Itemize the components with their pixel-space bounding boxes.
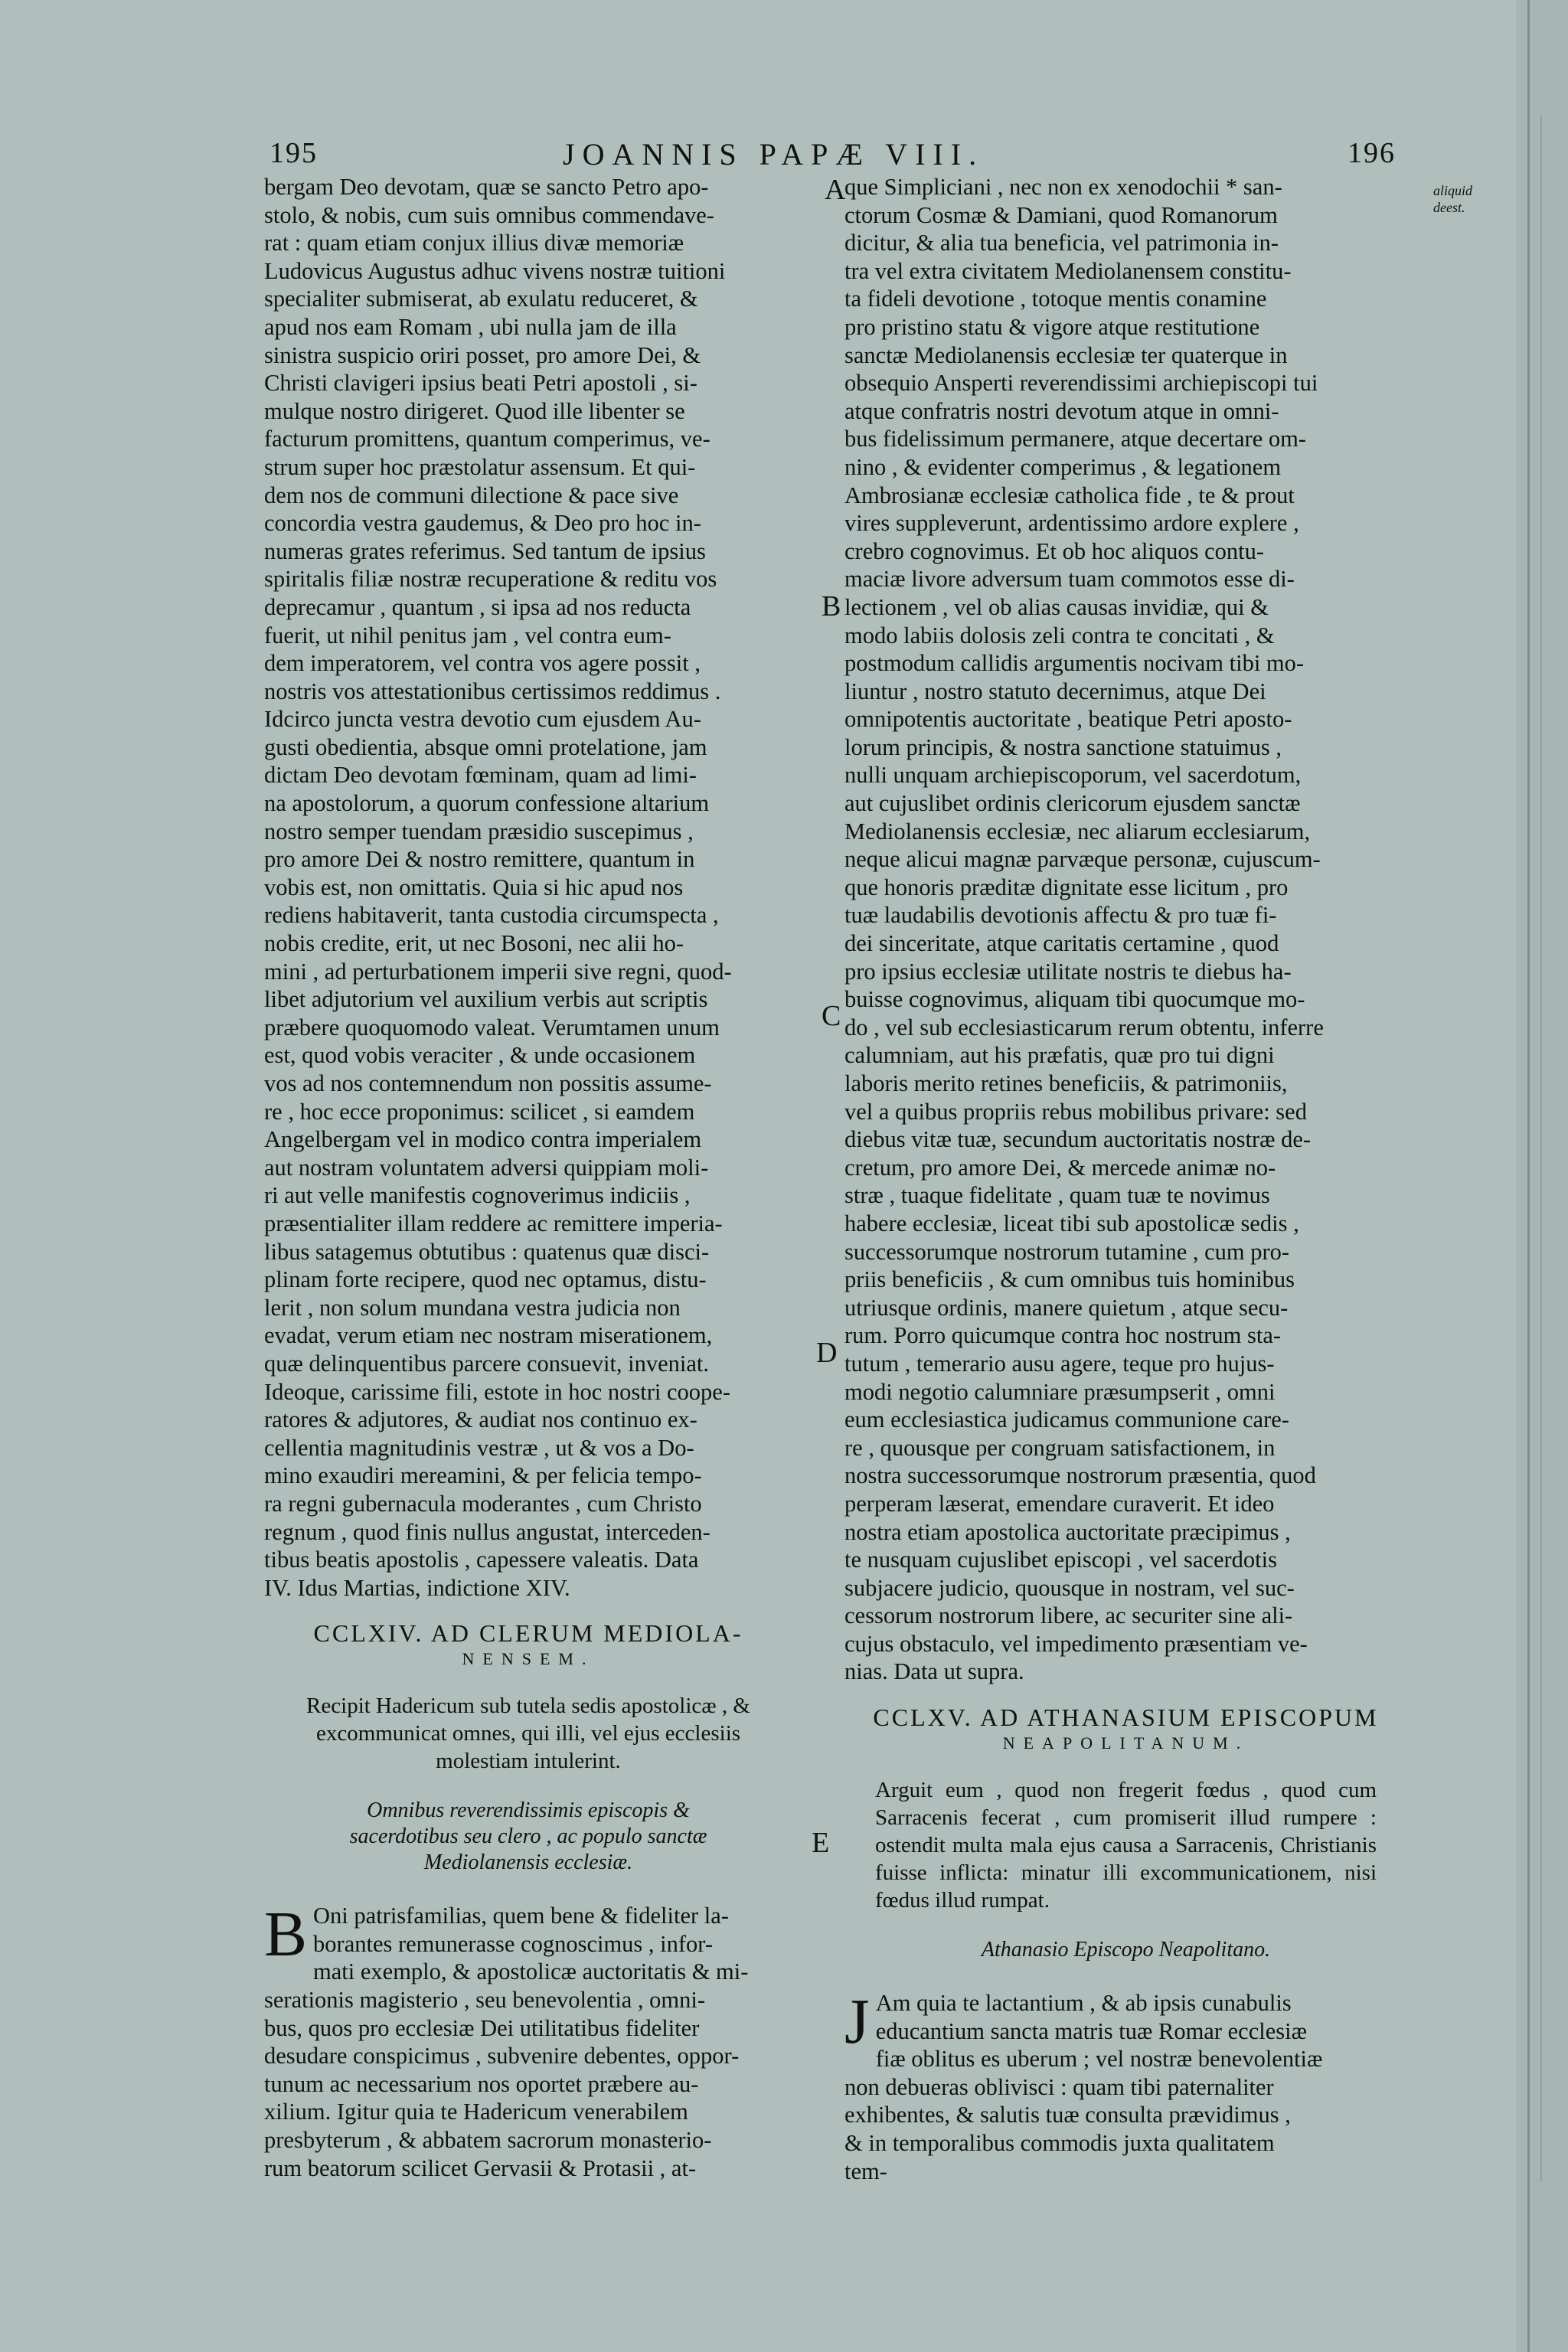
text-line: ctorum Cosmæ & Damiani, quod Romanorum — [844, 201, 1278, 228]
text-line: mini , ad perturbationem imperii sive regni, quod- — [264, 958, 732, 985]
text-line: successorumque nostrorum tutamine , cum pro- — [844, 1238, 1290, 1265]
text-line: pro amore Dei & nostro remittere, quantum in — [264, 846, 695, 873]
text-line: eum ecclesiastica judicamus communione care- — [844, 1406, 1289, 1433]
text-line: nulli unquam archiepiscoporum, vel sacerdotum, — [844, 762, 1302, 789]
text-line: omnipotentis auctoritate , beatique Petri aposto- — [844, 706, 1292, 733]
text-line: Idcirco juncta vestra devotio cum ejusdem Au- — [264, 706, 701, 733]
text-line: re , hoc ecce proponimus: scilicet , si eamdem — [264, 1098, 695, 1125]
text-line: utriusque ordinis, manere quietum , atque secu- — [844, 1294, 1289, 1321]
text-line: nostra successorumque nostrorum præsentia, quod — [844, 1462, 1316, 1489]
text-line: tra vel extra civitatem Mediolanensem constitu- — [844, 257, 1292, 284]
page-number-right: 196 — [1348, 137, 1396, 169]
text-line: calumniam, aut his præfatis, quæ pro tui digni — [844, 1042, 1275, 1069]
text-line: Ludovicus Augustus adhuc vivens nostræ tuitioni — [264, 257, 726, 284]
text-line: fiæ oblitus es uberum ; vel nostræ benevolentiæ — [875, 2046, 1323, 2073]
text-line: tuæ laudabilis devotionis affectu & pro tuæ fi- — [844, 902, 1277, 929]
text-line: numeras grates referimus. Sed tantum de ipsius — [264, 537, 706, 564]
text-line: tibus beatis apostolis , capessere valeatis. Data — [264, 1547, 699, 1573]
text-line: cessorum nostrorum libere, ac securiter sine ali- — [844, 1602, 1293, 1629]
text-line: priis beneficiis , & cum omnibus tuis hominibus — [844, 1266, 1295, 1293]
text-line: præsentialiter illam reddere ac remittere imperia- — [264, 1210, 723, 1236]
margin-note: aliquid deest. — [1433, 183, 1473, 215]
page-number-left: 195 — [270, 137, 318, 169]
text-line: plinam forte recipere, quod nec optamus, distu- — [264, 1266, 707, 1293]
text-line: non debueras oblivisci : quam tibi paternaliter — [844, 2073, 1274, 2100]
text-line: re , quousque per congruam satisfactionem, in — [844, 1434, 1276, 1461]
right-body-text — [844, 173, 1407, 1686]
text-line: apud nos eam Romam , ubi nulla jam de illa — [264, 313, 677, 340]
text-line: serationis magisterio , seu benevolentia , omni- — [264, 1987, 705, 2014]
text-line: rat : quam etiam conjux illius divæ memoriæ — [264, 230, 684, 256]
text-line: fuerit, ut nihil penitus jam , vel contra eum- — [264, 622, 671, 648]
text-line: rum beatorum scilicet Gervasii & Protasii , at- — [264, 2154, 697, 2181]
text-line: nobis credite, erit, ut nec Bosoni, nec alii ho- — [264, 930, 684, 957]
left-column — [264, 173, 792, 2182]
text-line: vel a quibus propriis rebus mobilibus privare: sed — [844, 1098, 1307, 1125]
text-line: ri aut velle manifestis cognoverimus indiciis , — [264, 1182, 691, 1209]
text-line: buisse cognovimus, aliquam tibi quocumque mo- — [844, 986, 1305, 1013]
text-line: presbyterum , & abbatem sacrorum monasterio- — [264, 2127, 712, 2154]
right-column — [844, 173, 1407, 2185]
text-line: libus satagemus obtutibus : quatenus quæ disci- — [264, 1238, 710, 1265]
section-title-264-cont: NENSEM. — [462, 1649, 595, 1669]
text-line: cujus obstaculo, vel impedimento præsentiam ve- — [844, 1630, 1308, 1657]
text-line: ta fideli devotione , totoque mentis conamine — [844, 286, 1267, 312]
address-line-264: Omnibus reverendissimis episcopis & sacerdotibus seu clero , ac populo sanctæ Mediolanensis ecclesiæ. — [349, 1798, 707, 1875]
text-line: tutum , temerario ausu agere, teque pro hujus- — [844, 1350, 1275, 1377]
text-line: Angelbergam vel in modico contra imperialem — [264, 1126, 702, 1153]
text-line: facturum promittens, quantum comperimus, ve- — [264, 426, 710, 452]
section-title-265-cont: NEAPOLITANUM. — [1002, 1733, 1250, 1753]
text-line: sinistra suspicio oriri posset, pro amore Dei, & — [264, 341, 701, 368]
text-line: est, quod vobis veraciter , & unde occasionem — [264, 1042, 696, 1069]
text-line: evadat, verum etiam nec nostram miserationem, — [264, 1322, 713, 1349]
margin-letter-b: B — [822, 590, 841, 622]
text-line: mulque nostro dirigeret. Quod ille libenter se — [264, 397, 685, 424]
running-title: JOANNIS PAPÆ VIII. — [563, 137, 985, 172]
text-line: aut cujuslibet ordinis clericorum ejusdem sanctæ — [844, 790, 1301, 817]
text-line: vires suppleverunt, ardentissimo ardore explere , — [844, 510, 1299, 537]
address-line-265: Athanasio Episcopo Neapolitano. — [981, 1938, 1271, 1962]
letter-body-264 — [264, 1899, 792, 2182]
text-line: Oni patrisfamilias, quem bene & fideliter la- — [313, 1903, 729, 1929]
text-line: aut nostram voluntatem adversi quippiam moli- — [264, 1154, 709, 1181]
text-line: lorum principis, & nostra sanctione statuimus , — [844, 733, 1282, 760]
text-line: diebus vitæ tuæ, secundum auctoritatis nostræ de- — [844, 1126, 1312, 1153]
text-line: xilium. Igitur quia te Hadericum venerabilem — [264, 2099, 688, 2125]
text-line: modi negotio calumniare præsumpserit , omni — [844, 1378, 1276, 1405]
text-line: que honoris præditæ dignitate esse licitum , pro — [844, 874, 1289, 900]
text-line: Christi clavigeri ipsius beati Petri apostoli , si- — [264, 370, 697, 397]
text-line: regnum , quod finis nullus angustat, interceden- — [264, 1518, 710, 1545]
text-line: atque confratris nostri devotum atque in omni- — [844, 397, 1279, 424]
text-line: do , vel sub ecclesiasticarum rerum obtentu, inferre — [844, 1014, 1324, 1040]
text-line: quæ delinquentibus parcere consuevit, inveniat. — [264, 1350, 710, 1377]
drop-capital: J — [844, 1986, 870, 2058]
text-line: dei sinceritate, atque caritatis certamine , quod — [844, 930, 1279, 957]
text-line: gusti obedientia, absque omni protelatione, jam — [264, 733, 707, 760]
text-line: obsequio Ansperti reverendissimi archiepiscopi tui — [844, 370, 1318, 397]
text-line: bus, quos pro ecclesiæ Dei utilitatibus fideliter — [264, 2014, 700, 2041]
text-line: pro ipsius ecclesiæ utilitate nostris te diebus ha- — [844, 958, 1292, 985]
text-line: lerit , non solum mundana vestra judicia non — [264, 1294, 681, 1321]
margin-letter-d: D — [816, 1337, 838, 1369]
text-line: pro pristino statu & vigore atque restitutione — [844, 313, 1260, 340]
section-title-264: CCLXIV. AD CLERUM MEDIOLA- — [313, 1619, 743, 1648]
text-line: tem- — [844, 2158, 887, 2184]
text-line: que Simpliciani , nec non ex xenodochii * san- — [844, 174, 1282, 200]
text-line: laboris merito retines beneficiis, & patrimoniis, — [844, 1070, 1288, 1096]
text-line: desudare conspicimus , subvenire debentes, oppor- — [264, 2043, 740, 2069]
text-line: vobis est, non omittatis. Quia si hic apud nos — [264, 874, 684, 900]
text-line: Ambrosianæ ecclesiæ catholica fide , te & prout — [844, 482, 1295, 508]
text-line: lectionem , vel ob alias causas invidiæ, qui & — [844, 593, 1269, 620]
text-line: cellentia magnitudinis vestræ , ut & vos a Do- — [264, 1434, 694, 1461]
text-line: modo labiis dolosis zeli contra te concitati , & — [844, 622, 1275, 648]
margin-letter-a: A — [825, 174, 846, 206]
section-title-265: CCLXV. AD ATHANASIUM EPISCOPUM — [873, 1704, 1379, 1732]
text-line: Mediolanensis ecclesiæ, nec aliarum ecclesiarum, — [844, 818, 1311, 844]
text-line: Am quia te lactantium , & ab ipsis cunabulis — [875, 1990, 1292, 2017]
text-line: strum super hoc præstolatur assensum. Et qui- — [264, 453, 696, 480]
text-line: bergam Deo devotam, quæ se sancto Petro apo- — [264, 174, 709, 200]
text-line: sanctæ Mediolanensis ecclesiæ ter quaterque in — [844, 341, 1288, 368]
text-line: IV. Idus Martias, indictione XIV. — [264, 1574, 570, 1601]
text-line: borantes remunerasse cognoscimus , infor- — [313, 1930, 714, 1957]
text-line: mati exemplo, & apostolicæ auctoritatis & mi- — [313, 1958, 749, 1985]
text-line: maciæ livore adversum tuam commotos esse di- — [844, 566, 1295, 593]
text-line: stræ , tuaque fidelitate , quam tuæ te novimus — [844, 1182, 1270, 1209]
text-line: præbere quoquomodo valeat. Verumtamen unum — [264, 1014, 720, 1040]
text-line: liuntur , nostro statuto decernimus, atque Dei — [844, 678, 1266, 704]
text-line: rediens habitaverit, tanta custodia circumspecta , — [264, 902, 719, 929]
text-line: te nusquam cujuslibet episcopi , vel sacerdotis — [844, 1547, 1277, 1573]
text-line: habere ecclesiæ, liceat tibi sub apostolicæ sedis , — [844, 1210, 1299, 1236]
text-line: specialiter submiserat, ab exulatu reduceret, & — [264, 286, 698, 312]
text-line: educantium sancta matris tuæ Romar ecclesiæ — [875, 2017, 1307, 2044]
text-line: rum. Porro quicumque contra hoc nostrum sta- — [844, 1322, 1282, 1349]
text-line: dem imperatorem, vel contra vos agere possit , — [264, 650, 701, 677]
text-line: nostra etiam apostolica auctoritate præcipimus , — [844, 1518, 1291, 1545]
text-line: postmodum callidis argumentis nocivam tibi mo- — [844, 650, 1305, 677]
text-line: stolo, & nobis, cum suis omnibus commendave- — [264, 201, 714, 228]
text-line: cretum, pro amore Dei, & mercede animæ no- — [844, 1154, 1276, 1181]
text-line: tunum ac necessarium nos oportet præbere au- — [264, 2070, 699, 2097]
text-line: dictam Deo devotam fœminam, quam ad limi- — [264, 762, 697, 789]
margin-letter-c: C — [822, 1000, 841, 1032]
page-edge — [1527, 0, 1530, 2352]
text-line: neque alicui magnæ parvæque personæ, cujuscum- — [844, 846, 1321, 873]
margin-letter-e: E — [812, 1827, 830, 1859]
text-line: nostro semper tuendam præsidio suscepimus , — [264, 818, 694, 844]
text-line: perperam læserat, emendare curaverit. Et ideo — [844, 1490, 1275, 1517]
text-line: mino exaudiri mereamini, & per felicia tempo- — [264, 1462, 702, 1489]
text-line: libet adjutorium vel auxilium verbis aut scriptis — [264, 986, 708, 1013]
letter-body-265 — [844, 1986, 1407, 2185]
text-line: dem nos de communi dilectione & pace sive — [264, 482, 679, 508]
drop-capital: B — [264, 1899, 308, 1971]
text-line: spiritalis filiæ nostræ recuperatione & reditu vos — [264, 566, 717, 593]
text-line: nostris vos attestationibus certissimos reddimus . — [264, 678, 721, 704]
text-line: subjacere judicio, quousque in nostram, vel suc- — [844, 1574, 1295, 1601]
left-body-text — [264, 173, 792, 1602]
text-line: dicitur, & alia tua beneficia, vel patrimonia in- — [844, 230, 1279, 256]
text-line: nias. Data ut supra. — [844, 1658, 1024, 1685]
text-line: nino , & evidenter comperimus , & legationem — [844, 453, 1282, 480]
text-line: exhibentes, & salutis tuæ consulta prævidimus , — [844, 2102, 1291, 2128]
text-line: Ideoque, carissime fili, estote in hoc nostri coope- — [264, 1378, 730, 1405]
text-line: deprecamur , quantum , si ipsa ad nos reducta — [264, 593, 691, 620]
text-line: concordia vestra gaudemus, & Deo pro hoc in- — [264, 510, 701, 537]
text-line: crebro cognovimus. Et ob hoc aliquos contu- — [844, 537, 1265, 564]
page-edge-inner — [1540, 115, 1542, 2182]
text-line: bus fidelissimum permanere, atque decertare om- — [844, 426, 1306, 452]
text-line: & in temporalibus commodis juxta qualitatem — [844, 2130, 1275, 2157]
section-summary-264: Recipit Hadericum sub tutela sedis apostolicæ , & excommunicat omnes, qui illi, vel ejus ecclesiis molestiam intulerint. — [306, 1694, 750, 1774]
text-line: ra regni gubernacula moderantes , cum Christo — [264, 1490, 702, 1517]
text-line: ratores & adjutores, & audiat nos continuo ex- — [264, 1406, 697, 1433]
section-summary-265: Arguit eum , quod non fregerit fœdus , quod cum Sarracenis fecerat , cum promiserit illud rumpere : ostendit multa mala ejus causa a Sarracenis, Christianis fuisse inflicta: minatur illi excommunicationem, nisi fœdus illud rumpat. — [875, 1778, 1377, 1913]
text-line: vos ad nos contemnendum non possitis assume- — [264, 1070, 712, 1096]
text-line: na apostolorum, a quorum confessione altarium — [264, 790, 710, 817]
